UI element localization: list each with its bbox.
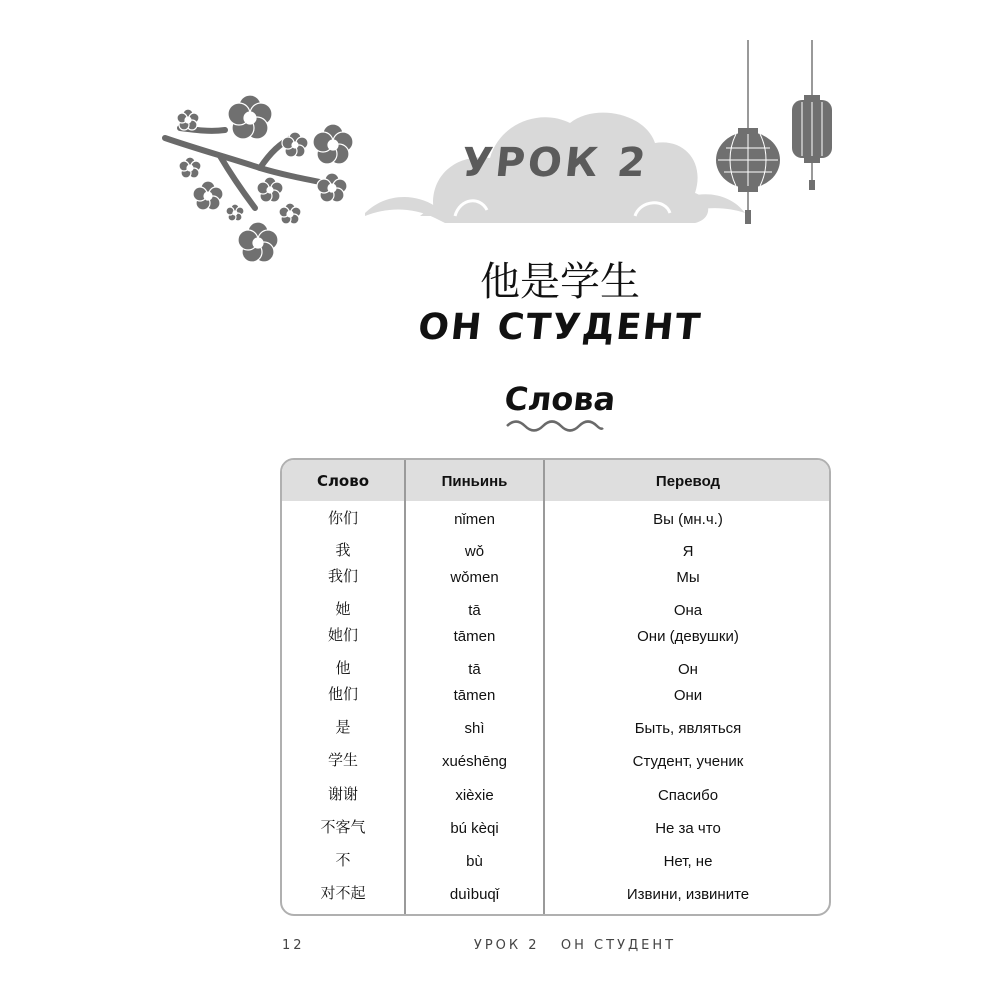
table-row xyxy=(282,598,829,620)
translation-cell: Студент, ученик xyxy=(632,753,744,770)
pinyin-cell: tāmen xyxy=(453,687,496,704)
word-cell: 不客气 xyxy=(320,818,366,836)
pinyin-cell: wǒ xyxy=(464,543,485,560)
russian-title: ОН СТУДЕНТ xyxy=(416,307,704,348)
translation-cell: Они xyxy=(673,687,703,704)
translation-cell: Спасибо xyxy=(657,787,719,804)
translation-cell: Я xyxy=(682,543,694,560)
translation-cell: Она xyxy=(673,602,703,619)
word-cell: 他 xyxy=(335,659,351,677)
pinyin-cell: xuéshēng xyxy=(441,753,508,770)
table-row xyxy=(282,683,829,705)
translation-cell: Они (девушки) xyxy=(637,628,739,645)
table-row xyxy=(282,783,829,805)
word-cell: 她 xyxy=(335,600,351,618)
word-cell: 你们 xyxy=(327,509,358,527)
page-number: 12 xyxy=(282,938,305,953)
header-pinyin: Пиньинь xyxy=(441,473,508,490)
table-row xyxy=(282,716,829,738)
word-cell: 我们 xyxy=(327,567,358,585)
cherry-blossom-branch-illustration xyxy=(160,88,360,273)
pinyin-cell: wǒmen xyxy=(450,569,499,586)
header-word: Слово xyxy=(316,472,370,490)
table-row xyxy=(282,539,829,561)
word-cell: 谢谢 xyxy=(327,785,358,803)
translation-cell: Вы (мн.ч.) xyxy=(653,511,723,528)
pinyin-cell: tā xyxy=(468,602,481,619)
table-row xyxy=(282,565,829,587)
word-cell: 他们 xyxy=(327,685,358,703)
pinyin-cell: tāmen xyxy=(453,628,496,645)
pinyin-cell: xièxie xyxy=(455,787,494,804)
word-cell: 我 xyxy=(335,541,351,559)
translation-cell: Нет, не xyxy=(663,853,713,870)
table-row xyxy=(282,657,829,679)
word-cell: 她们 xyxy=(327,626,358,644)
pinyin-cell: duìbuqǐ xyxy=(449,886,500,903)
word-cell: 是 xyxy=(335,718,351,736)
lanterns-illustration xyxy=(708,40,843,225)
pinyin-cell: bù xyxy=(466,853,483,870)
running-head: УРОК 2 ОН СТУДЕНТ xyxy=(473,938,677,953)
translation-cell: Не за что xyxy=(655,820,721,837)
translation-cell: Он xyxy=(678,661,698,678)
vocabulary-table xyxy=(280,458,831,916)
header-translation: Перевод xyxy=(655,473,721,490)
table-row xyxy=(282,816,829,838)
lesson-title: УРОК 2 xyxy=(459,140,651,186)
table-row xyxy=(282,882,829,904)
pinyin-cell: shì xyxy=(464,720,485,737)
translation-cell: Мы xyxy=(676,569,700,586)
chinese-title: 他是学生 xyxy=(480,259,640,305)
word-cell: 学生 xyxy=(327,751,358,769)
translation-cell: Быть, являться xyxy=(634,720,742,737)
table-row xyxy=(282,507,829,529)
table-row xyxy=(282,749,829,771)
pinyin-cell: tā xyxy=(468,661,481,678)
word-cell: 对不起 xyxy=(320,884,366,902)
table-row xyxy=(282,849,829,871)
pinyin-cell: bú kèqi xyxy=(450,820,499,837)
pinyin-cell: nǐmen xyxy=(454,511,495,528)
section-heading: Слова xyxy=(502,380,618,418)
wave-divider xyxy=(505,420,605,432)
translation-cell: Извини, извините xyxy=(626,886,750,903)
word-cell: 不 xyxy=(335,851,351,869)
table-row xyxy=(282,624,829,646)
